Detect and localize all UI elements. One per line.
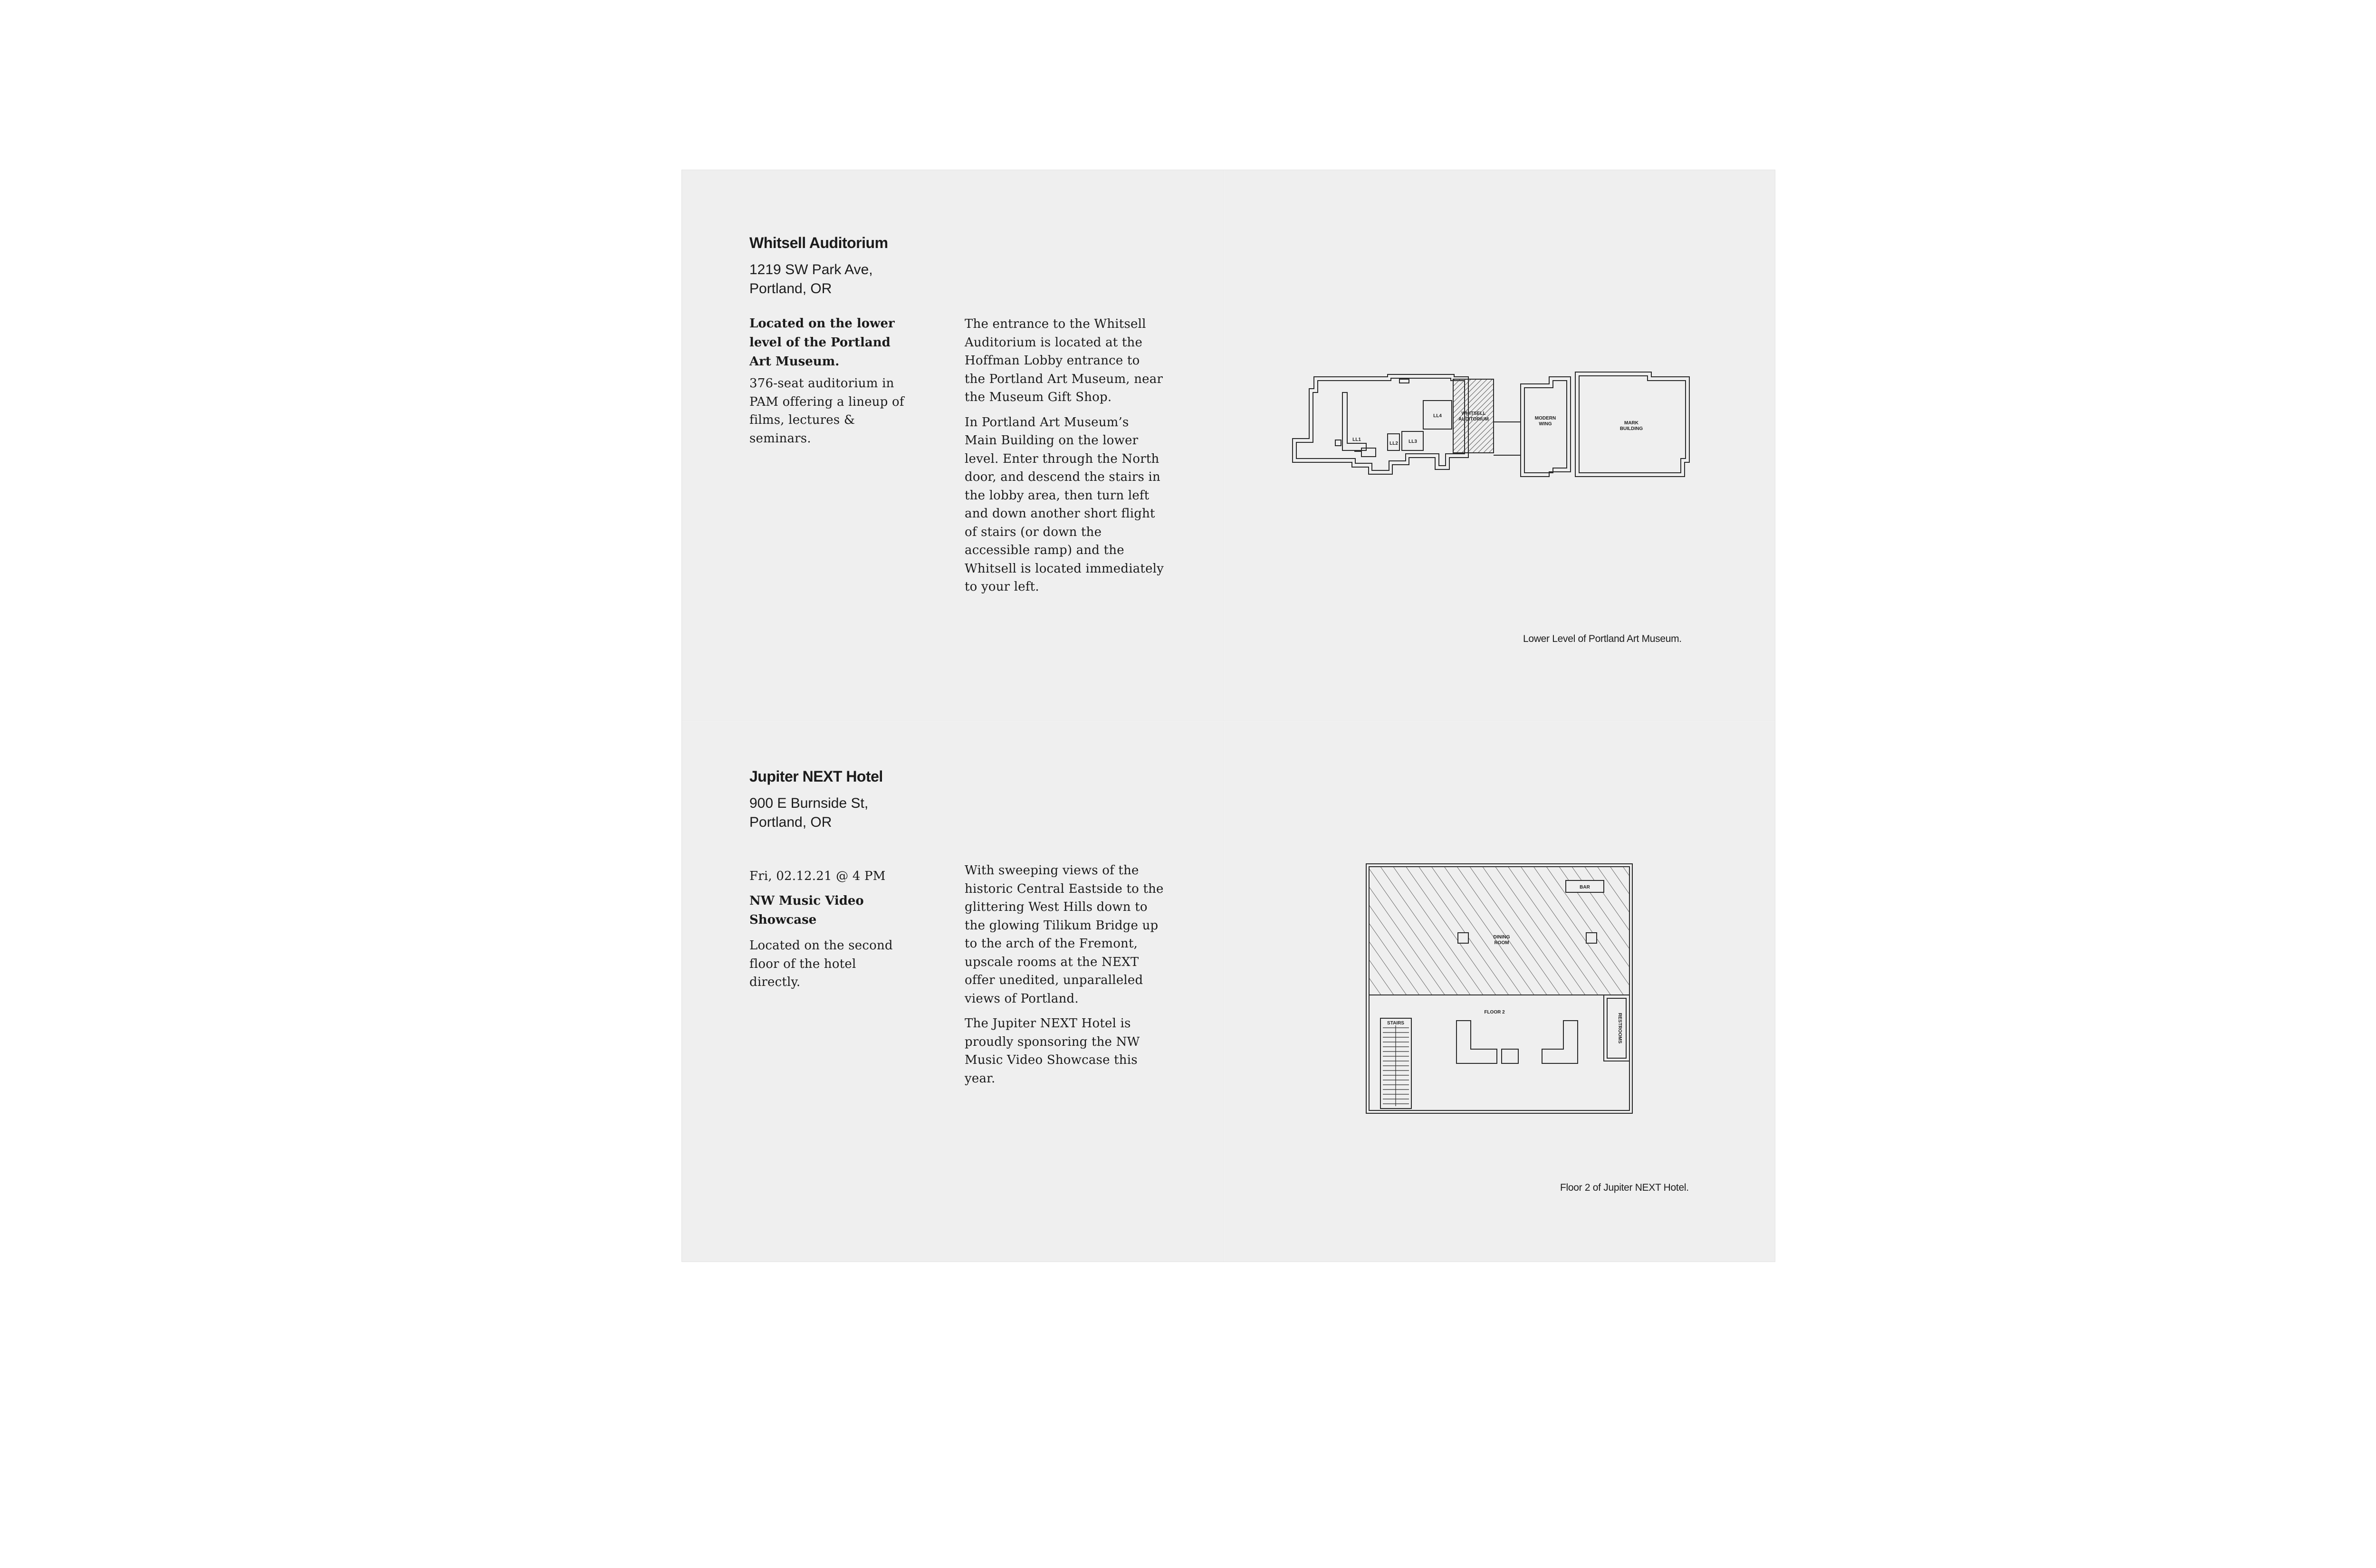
map-label-modern-wing-line2: WING xyxy=(1539,421,1552,427)
venue-description-whitsell: 376-seat auditorium in PAM offering a lineup of films, lectures & seminars. xyxy=(749,376,904,446)
hotel-floor-2-plan xyxy=(1364,861,1635,1118)
directions-paragraph-2: In Portland Art Museum’s Main Building on the lower level. Enter through the North door, and descend the stairs in the lobby area, then turn left and down another short flight of stairs (or down the accessible ramp) and the Whitsell is located immediately to your left. xyxy=(965,415,1164,594)
venue-title-whitsell: Whitsell Auditorium xyxy=(749,234,888,251)
address-line-1: 900 E Burnside St, xyxy=(749,795,869,811)
map-label-modern-wing-line1: MODERN xyxy=(1534,416,1556,421)
horizontal-fold-line xyxy=(682,720,1775,722)
event-name: NW Music Video Showcase xyxy=(749,894,864,927)
address-line-2: Portland, OR xyxy=(749,814,832,830)
map-label-dining-line2: ROOM xyxy=(1494,940,1509,946)
description-paragraph-1: With sweeping views of the historic Central Eastside to the glittering West Hills down to the glowing Tilikum Bridge up to the arch of the Fremont, upscale rooms at the NEXT offer unedited, unparalleled views of Portland. xyxy=(965,863,1164,1006)
map-label-mark-building-line2: BUILDING xyxy=(1619,426,1643,431)
venue-address-jupiter xyxy=(749,794,920,832)
map-label-ll4: LL4 xyxy=(1433,413,1442,419)
folded-flyer-sheet xyxy=(682,170,1775,1262)
map-label-restrooms: RESTROOMS xyxy=(1617,1013,1622,1044)
location-note-jupiter: Located on the second floor of the hotel directly. xyxy=(749,938,893,989)
map-label-ll3: LL3 xyxy=(1408,439,1417,444)
vertical-fold-line xyxy=(1224,170,1225,1262)
directions-paragraph-1: The entrance to the Whitsell Auditorium is located at the Hoffman Lobby entrance to the Portland Art Museum, near the Museum Gift Shop. xyxy=(965,317,1163,404)
venue-title-jupiter: Jupiter NEXT Hotel xyxy=(749,768,883,785)
event-date: Fri, 02.12.21 @ 4 PM xyxy=(749,869,886,883)
description-paragraph-2: The Jupiter NEXT Hotel is proudly sponsoring the NW Music Video Showcase this year. xyxy=(965,1016,1140,1086)
map-label-auditorium-line2: AUDITORIUM xyxy=(1458,417,1489,422)
map-label-bar: BAR xyxy=(1580,885,1590,890)
museum-lower-level-floor-plan xyxy=(1290,355,1699,526)
hotel-map-caption: Floor 2 of Jupiter NEXT Hotel. xyxy=(1560,1182,1689,1193)
map-label-ll2: LL2 xyxy=(1389,441,1398,446)
map-label-auditorium-line1: WHITSELL xyxy=(1461,411,1486,416)
map-label-dining-line1: DINING xyxy=(1493,935,1510,940)
location-note-whitsell: Located on the lower level of the Portland Art Museum. xyxy=(749,316,895,369)
address-line-2: Portland, OR xyxy=(749,281,832,296)
venue-address-whitsell xyxy=(749,260,920,298)
map-label-floor: FLOOR 2 xyxy=(1484,1010,1505,1015)
directions-whitsell xyxy=(965,315,1164,603)
museum-map-caption: Lower Level of Portland Art Museum. xyxy=(1523,633,1682,644)
map-label-stairs: STAIRS xyxy=(1387,1021,1404,1026)
description-jupiter xyxy=(965,861,1164,1094)
map-label-mark-building-line1: MARK xyxy=(1624,421,1638,426)
map-label-ll1: LL1 xyxy=(1352,437,1361,442)
address-line-1: 1219 SW Park Ave, xyxy=(749,262,873,277)
